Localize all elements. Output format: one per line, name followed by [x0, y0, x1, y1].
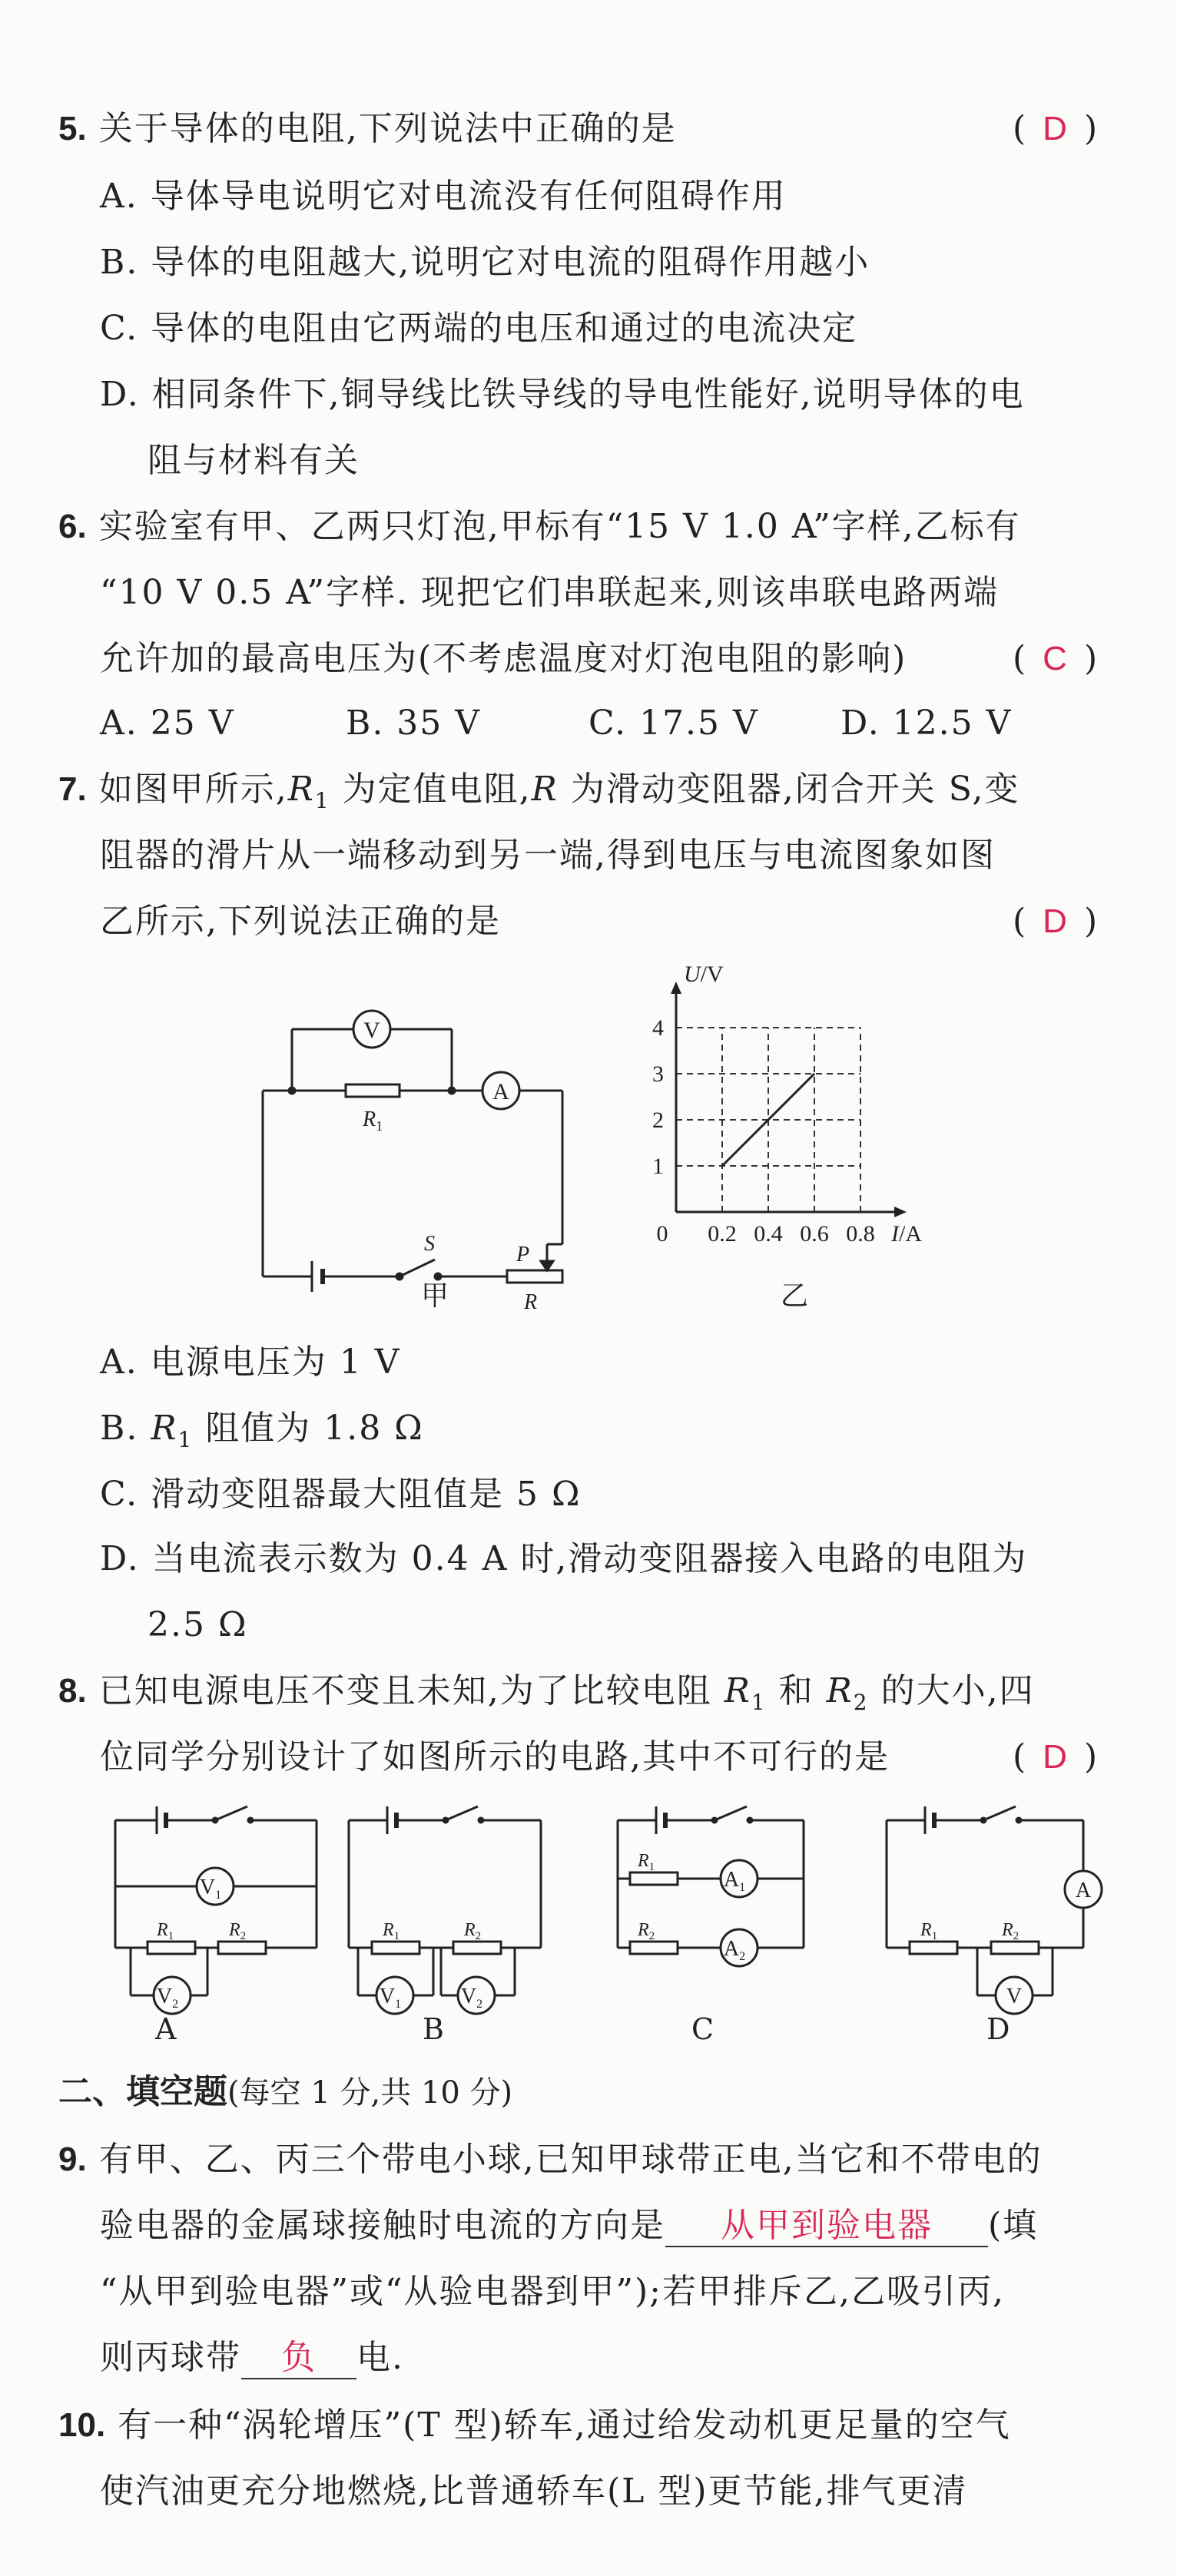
- svg-text:A2: $A_2$: [723, 1937, 746, 1963]
- y-tick-label: 2: [652, 1108, 664, 1133]
- voltmeter-v1-icon: [376, 1977, 413, 2014]
- q8-answer: ( D ): [1013, 1737, 1098, 1776]
- q7-r1-symbol: R: [287, 770, 315, 809]
- q5-stem-text: 关于导体的电阻,下列说法中正确的是: [98, 109, 677, 148]
- q7-number: 7.: [58, 770, 87, 808]
- q5-option-b: B. 导体的电阻越大,说明它对电流的阻碍作用越小: [100, 243, 870, 282]
- q9-answer-blank-2[interactable]: 负: [241, 2338, 356, 2379]
- q8-answer-letter: D: [1043, 1738, 1067, 1776]
- q9-line1: [58, 2137, 1043, 2183]
- q7-option-b-r-symbol: R: [151, 1409, 178, 1448]
- q6-line3: 允许加的最高电压为(不考虑温度对灯泡电阻的影响): [100, 639, 907, 678]
- q9-number: 9.: [58, 2141, 87, 2178]
- q6-line1-text: 实验室有甲、乙两只灯泡,甲标有“15 V 1.0 A”字样,乙标有: [98, 507, 1021, 546]
- q6-line1: [58, 504, 1021, 550]
- q7-line1-a: 如图甲所示,: [98, 770, 288, 809]
- q5-answer: ( D ): [1013, 109, 1098, 148]
- svg-text:R2: $R_2$: [638, 1920, 655, 1942]
- resistor-r2-icon: [218, 1942, 266, 1954]
- q7-option-d-line1: D. 当电流表示数为 0.4 A 时,滑动变阻器接入电路的电阻为: [100, 1539, 1028, 1578]
- svg-text:R1: $R_1$: [383, 1920, 400, 1942]
- svg-text:R2: $R_2$: [1002, 1920, 1020, 1942]
- svg-text:R1: $R_1$: [920, 1920, 938, 1942]
- slider-label: P: [516, 1243, 530, 1266]
- r1-label: $R_1$: [363, 1108, 383, 1134]
- q9-line2: [100, 2203, 1038, 2249]
- q9-line4: [100, 2335, 404, 2381]
- q8-r1-symbol: R: [724, 1671, 751, 1710]
- voltmeter-label: V: [363, 1018, 380, 1043]
- q7-option-b: [100, 1406, 424, 1463]
- q7-option-c: C. 滑动变阻器最大阻值是 5 Ω: [100, 1475, 582, 1514]
- q6-option-d: D. 12.5 V: [840, 704, 1013, 743]
- section-heading: [58, 2069, 512, 2116]
- circuit-figure-jia: [246, 991, 584, 1321]
- section-note: (每空 1 分,共 10 分): [227, 2075, 513, 2111]
- q7-answer: ( D ): [1013, 902, 1098, 941]
- q6-answer-letter: C: [1043, 640, 1067, 677]
- q10-line1: [58, 2402, 1011, 2449]
- ammeter-a1-icon: [721, 1860, 758, 1897]
- circuit-b-label: B: [423, 2012, 446, 2046]
- q7-line1: [58, 767, 1020, 824]
- voltmeter-icon: [353, 1011, 390, 1048]
- q9-line4-text: 则丙球带: [100, 2338, 241, 2377]
- x-tick-label: 0.6: [800, 1221, 829, 1247]
- q9-line3: “从甲到验电器”或“从验电器到甲”);若甲排斥乙,乙吸引丙,: [100, 2272, 1005, 2311]
- switch-icon: [981, 1806, 1021, 1823]
- q7-line2: 阻器的滑片从一端移动到另一端,得到电压与电流图象如图: [100, 836, 996, 875]
- q6-number: 6.: [58, 508, 87, 545]
- svg-text:R1: $R_1$: [157, 1920, 174, 1942]
- q7-option-d-line2: 2.5 Ω: [148, 1605, 248, 1644]
- q6-answer: ( C ): [1013, 639, 1098, 678]
- svg-text:A: A: [1075, 1879, 1092, 1902]
- y-axis-arrow-icon: [671, 982, 681, 994]
- junction-left-icon: [289, 1088, 295, 1094]
- q9-line2-suffix: (填: [988, 2206, 1039, 2245]
- q8-r2-subscript: 2: [853, 1689, 869, 1715]
- resistor-r1-icon: [346, 1084, 400, 1097]
- q5-option-d-line2: 阻与材料有关: [148, 441, 360, 480]
- switch-label: S: [424, 1232, 435, 1256]
- origin-label: 0: [656, 1221, 668, 1247]
- switch-icon: [213, 1806, 253, 1823]
- resistor-r2-icon: [630, 1942, 678, 1954]
- circuit-option-a: [108, 1794, 330, 2048]
- q7-option-b-prefix: B.: [100, 1409, 151, 1448]
- q5-stem: [58, 106, 677, 152]
- ui-chart: [630, 959, 968, 1266]
- svg-text:V1: $V_1$: [199, 1876, 222, 1902]
- x-tick-label: 0.2: [708, 1221, 737, 1247]
- figure-caption-jia: 甲: [421, 1280, 451, 1312]
- y-tick-label: 3: [652, 1061, 664, 1087]
- q8-line2: 位同学分别设计了如图所示的电路,其中不可行的是: [100, 1737, 890, 1776]
- q5-answer-letter: D: [1043, 110, 1067, 147]
- svg-text:V1: $V_1$: [379, 1985, 402, 2011]
- q8-r1-subscript: 1: [751, 1689, 767, 1715]
- ammeter-a2-icon: [721, 1929, 758, 1966]
- circuit-a-label: A: [155, 2012, 178, 2046]
- resistor-r2-icon: [991, 1942, 1039, 1954]
- switch-icon: [443, 1806, 483, 1823]
- x-tick-label: 0.8: [846, 1221, 875, 1247]
- circuit-d-label: D: [986, 2012, 1012, 2046]
- q8-line1: [58, 1668, 1035, 1726]
- q10-line1-text: 有一种“涡轮增压”(T 型)轿车,通过给发动机更足量的空气: [118, 2405, 1011, 2445]
- y-tick-label: 4: [652, 1015, 664, 1041]
- voltmeter-v1-icon: [197, 1868, 234, 1905]
- svg-text:V2: $V_2$: [156, 1985, 179, 2011]
- q7-line1-b: 为定值电阻,: [330, 770, 532, 809]
- voltmeter-v2-icon: [458, 1977, 495, 2014]
- ammeter-icon: [1065, 1871, 1102, 1908]
- q6-option-c: C. 17.5 V: [588, 704, 759, 743]
- ammeter-label: A: [492, 1079, 509, 1104]
- q7-option-b-text: 阻值为 1.8 Ω: [193, 1409, 424, 1448]
- circuit-option-b: [338, 1794, 561, 2048]
- rheostat-icon: [507, 1270, 562, 1283]
- resistor-r1-icon: [372, 1942, 419, 1954]
- q6-option-a: A. 25 V: [100, 704, 235, 743]
- q5-option-c: C. 导体的电阻由它两端的电压和通过的电流决定: [100, 309, 858, 348]
- q8-line1-a: 已知电源电压不变且未知,为了比较电阻: [98, 1671, 724, 1710]
- battery-icon: [312, 1261, 323, 1292]
- resistor-r1-icon: [630, 1872, 678, 1885]
- x-tick-label: 0.4: [754, 1221, 783, 1247]
- q9-line2-text: 验电器的金属球接触时电流的方向是: [100, 2206, 665, 2245]
- q10-number: 10.: [58, 2406, 106, 2444]
- x-axis-label: I/A: [891, 1221, 922, 1247]
- figure-caption-yi: 乙: [781, 1280, 811, 1312]
- q7-r1-subscript: 1: [314, 787, 330, 813]
- svg-text:A1: $A_1$: [723, 1868, 746, 1894]
- q7-option-b-subscript: 1: [177, 1426, 194, 1452]
- svg-text:R2: $R_2$: [229, 1920, 247, 1942]
- resistor-r1-icon: [148, 1942, 195, 1954]
- battery-icon: [157, 1806, 166, 1834]
- q7-line1-c: 为滑动变阻器,闭合开关 S,变: [558, 770, 1020, 809]
- q8-r2-symbol: R: [826, 1671, 854, 1710]
- q9-line4-suffix: 电.: [356, 2338, 404, 2377]
- ammeter-icon: [482, 1072, 519, 1109]
- x-axis-arrow-icon: [894, 1207, 907, 1217]
- slider-arrow-icon: [541, 1244, 562, 1270]
- svg-text:V2: $V_2$: [460, 1985, 483, 2011]
- battery-icon: [656, 1806, 665, 1834]
- q8-line1-c: 的大小,四: [868, 1671, 1035, 1710]
- svg-text:R2: $R_2$: [464, 1920, 482, 1942]
- q6-option-b: B. 35 V: [346, 704, 482, 743]
- y-axis-label: U/V: [684, 962, 724, 987]
- q7-r-symbol: R: [531, 770, 559, 809]
- resistor-r2-icon: [453, 1942, 501, 1954]
- svg-text:R1: $R_1$: [638, 1851, 655, 1873]
- q9-answer-blank-1[interactable]: 从甲到验电器: [665, 2206, 988, 2247]
- q8-line1-b: 和: [766, 1671, 827, 1710]
- q7-line3: 乙所示,下列说法正确的是: [100, 902, 501, 941]
- y-tick-label: 1: [652, 1154, 664, 1179]
- q5-number: 5.: [58, 110, 87, 147]
- q7-answer-letter: D: [1043, 902, 1067, 940]
- switch-icon: [712, 1806, 752, 1823]
- junction-right-icon: [449, 1088, 455, 1094]
- circuit-c-label: C: [691, 2012, 716, 2046]
- q5-option-a: A. 导体导电说明它对电流没有任何阻碍作用: [100, 177, 787, 216]
- rheostat-label: R: [524, 1290, 538, 1314]
- q7-option-a: A. 电源电压为 1 V: [100, 1343, 401, 1382]
- section-title: 二、填空题: [58, 2072, 227, 2111]
- battery-icon: [387, 1806, 396, 1834]
- resistor-r1-icon: [910, 1942, 957, 1954]
- q10-line2: 使汽油更充分地燃烧,比普通轿车(L 型)更节能,排气更清: [100, 2472, 968, 2511]
- q9-line1-text: 有甲、乙、丙三个带电小球,已知甲球带正电,当它和不带电的: [98, 2140, 1043, 2179]
- q6-line2: “10 V 0.5 A”字样. 现把它们串联起来,则该串联电路两端: [100, 573, 999, 612]
- battery-icon: [925, 1806, 934, 1834]
- q5-option-d-line1: D. 相同条件下,铜导线比铁导线的导电性能好,说明导体的电: [100, 375, 1025, 414]
- q8-number: 8.: [58, 1672, 87, 1710]
- svg-text:V: V: [1006, 1985, 1023, 2008]
